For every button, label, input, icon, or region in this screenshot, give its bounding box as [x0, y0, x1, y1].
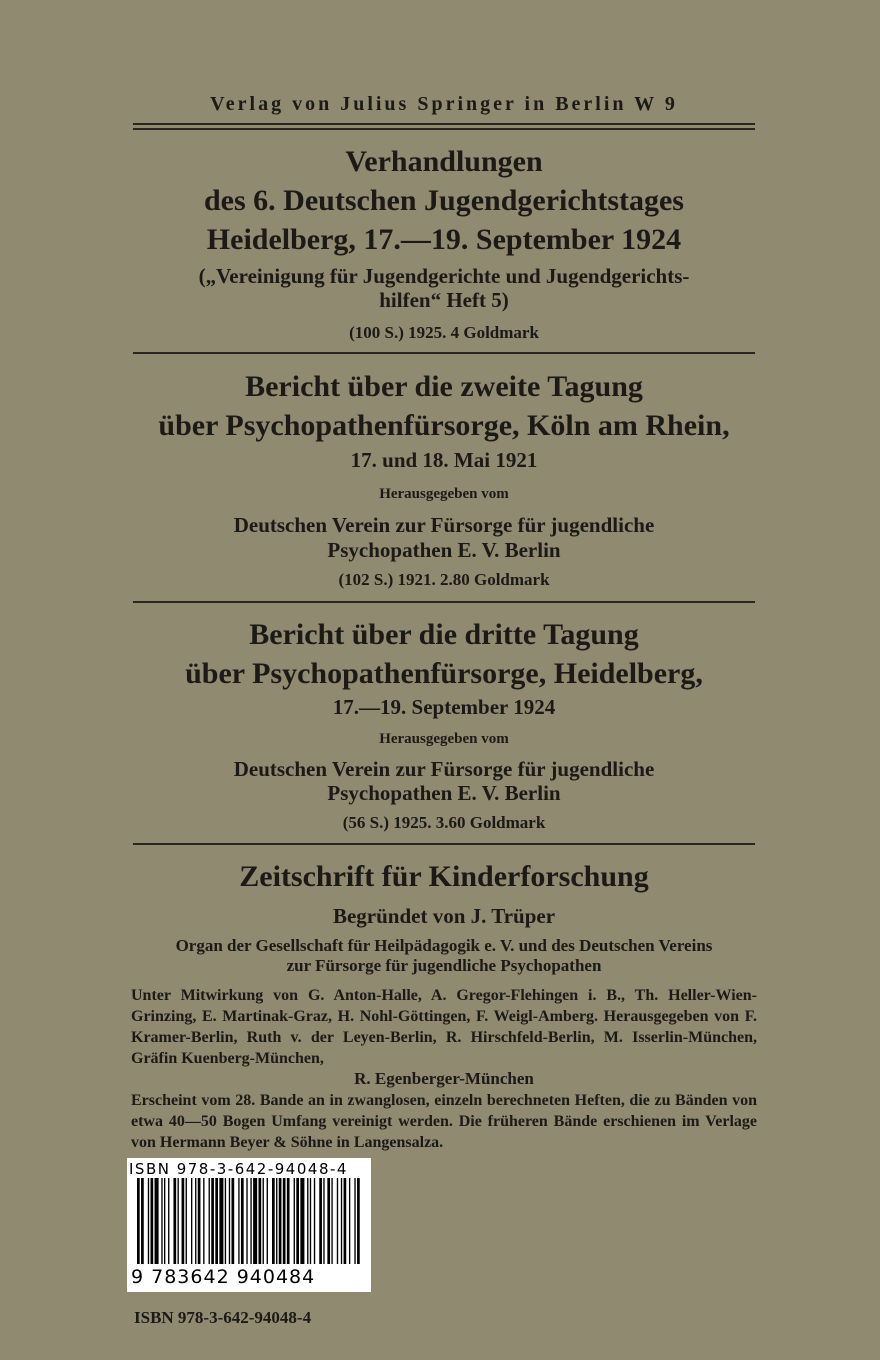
- barcode-bar: [279, 1178, 282, 1264]
- entry3-price: (56 S.) 1925. 3.60 Goldmark: [342, 813, 546, 832]
- barcode-bar: [178, 1178, 179, 1264]
- isbn-bottom: ISBN 978-3-642-94048-4: [134, 1308, 312, 1327]
- barcode-bar: [141, 1178, 144, 1264]
- barcode-bar: [344, 1178, 347, 1264]
- entry3-editor-label: Herausgegeben vom: [379, 731, 509, 747]
- barcode-bar: [241, 1178, 244, 1264]
- barcode-bar: [246, 1178, 247, 1264]
- journal-organ-1: Organ der Gesellschaft für Heilpädagogik e. V. und des Deutschen Vereins: [175, 936, 713, 955]
- entry2-editor-1: Deutschen Verein zur Fürsorge für jugendliche: [233, 513, 655, 537]
- barcode-bar: [198, 1178, 201, 1264]
- barcode-bar: [331, 1178, 332, 1264]
- barcode-bar: [168, 1178, 169, 1264]
- barcode-bar: [357, 1178, 360, 1264]
- barcode-bar: [203, 1178, 204, 1264]
- barcode-label: [127, 1158, 371, 1292]
- barcode-bar: [263, 1178, 264, 1264]
- barcode-bar: [337, 1178, 338, 1264]
- barcode-bar: [300, 1178, 304, 1264]
- barcode-bars: [135, 1178, 363, 1268]
- divider-1: [133, 352, 755, 354]
- barcode-bar: [232, 1178, 235, 1264]
- barcode-bar: [341, 1178, 342, 1264]
- entry1-series-1: („Vereinigung für Jugendgerichte und Jugendgerichts-: [198, 264, 690, 288]
- barcode-bar: [327, 1178, 330, 1264]
- divider-3: [133, 843, 755, 845]
- barcode-bar: [296, 1178, 299, 1264]
- entry2-date: 17. und 18. Mai 1921: [350, 448, 538, 472]
- barcode-digits: 9 783642 940484: [131, 1266, 316, 1288]
- barcode-bar: [186, 1178, 187, 1264]
- journal-contributors-last: R. Egenberger-München: [354, 1069, 534, 1088]
- barcode-bar: [272, 1178, 275, 1264]
- entry3-title-2: über Psychopathenfürsorge, Heidelberg,: [185, 657, 703, 690]
- barcode-bar: [253, 1178, 257, 1264]
- barcode-bar: [151, 1178, 154, 1264]
- barcode-bar: [349, 1178, 350, 1264]
- journal-organ-2: zur Fürsorge für jugendliche Psychopathen: [286, 956, 602, 975]
- barcode-bar: [219, 1178, 223, 1264]
- barcode-bar: [238, 1178, 239, 1264]
- barcode-bar: [211, 1178, 214, 1264]
- barcode-bar: [225, 1178, 226, 1264]
- barcode-bar: [294, 1178, 295, 1264]
- barcode-bar: [287, 1178, 290, 1264]
- entry2-title-2: über Psychopathenfürsorge, Köln am Rhein,: [158, 409, 730, 442]
- barcode-bar: [319, 1178, 322, 1264]
- divider-2: [133, 601, 755, 603]
- barcode-bar: [267, 1178, 268, 1264]
- entry3-editor-1: Deutschen Verein zur Fürsorge für jugendliche: [233, 757, 655, 781]
- entry2-title-1: Bericht über die zweite Tagung: [245, 370, 643, 403]
- barcode-bar: [310, 1178, 311, 1264]
- barcode-bar: [276, 1178, 277, 1264]
- top-rule: [133, 123, 755, 125]
- entry2-price: (102 S.) 1921. 2.80 Goldmark: [338, 570, 550, 589]
- barcode-bar: [215, 1178, 218, 1264]
- barcode-bar: [191, 1178, 192, 1264]
- entry1-series-2: hilfen“ Heft 5): [379, 288, 509, 312]
- entry1-price: (100 S.) 1925. 4 Goldmark: [349, 323, 539, 342]
- barcode-bar: [314, 1178, 315, 1264]
- journal-publication-note: Erscheint vom 28. Bande an in zwanglosen, einzeln berechneten Heften, die zu Bänden von etwa 40—50 Bogen Umfang vereinigt werden. Die früheren Bände erschienen im Verlage von Hermann Beyer & Söhne in Langensalza.: [131, 1092, 757, 1151]
- barcode-bar: [307, 1178, 308, 1264]
- entry2-editor-2: Psychopathen E. V. Berlin: [327, 538, 561, 562]
- entry3-date: 17.—19. September 1924: [332, 695, 556, 719]
- barcode-bar: [155, 1178, 159, 1264]
- barcode-bar: [173, 1178, 176, 1264]
- journal-title: Zeitschrift für Kinderforschung: [239, 860, 649, 893]
- barcode-bar: [161, 1178, 162, 1264]
- barcode-bar: [323, 1178, 324, 1264]
- entry1-title-2: des 6. Deutschen Jugendgerichtstages: [204, 184, 684, 217]
- barcode-isbn-text: ISBN 978-3-642-94048-4: [129, 1160, 348, 1178]
- entry3-editor-2: Psychopathen E. V. Berlin: [327, 781, 561, 805]
- journal-founder: Begründet von J. Trüper: [332, 904, 556, 928]
- barcode-bar: [354, 1178, 355, 1264]
- barcode-bar: [148, 1178, 149, 1264]
- barcode-bar: [195, 1178, 196, 1264]
- barcode-bar: [182, 1178, 185, 1264]
- barcode-bar: [229, 1178, 230, 1264]
- barcode-bar: [137, 1178, 140, 1264]
- barcode-bar: [259, 1178, 262, 1264]
- barcode-bar: [250, 1178, 251, 1264]
- barcode-bar: [283, 1178, 286, 1264]
- entry2-editor-label: Herausgegeben vom: [379, 486, 509, 502]
- barcode-bar: [209, 1178, 210, 1264]
- barcode-bar: [164, 1178, 165, 1264]
- entry1-title-1: Verhandlungen: [345, 145, 543, 178]
- publisher-line: Verlag von Julius Springer in Berlin W 9: [210, 93, 678, 115]
- entry3-title-1: Bericht über die dritte Tagung: [249, 618, 639, 651]
- journal-contributors: Unter Mitwirkung von G. Anton-Halle, A. Gregor-Flehingen i. B., Th. Heller-Wien-Grinzing, E. Martinak-Graz, H. Nohl-Göttingen, F. Weigl-Amberg. Herausgegeben von F. Kramer-Berlin, Ruth v. der Leyen-Berlin, R. Hirschfeld-Berlin, M. Isserlin-München, Gräfin Kuenberg-München,: [131, 987, 757, 1067]
- top-rule-2: [133, 128, 755, 130]
- entry1-title-3: Heidelberg, 17.—19. September 1924: [206, 223, 682, 256]
